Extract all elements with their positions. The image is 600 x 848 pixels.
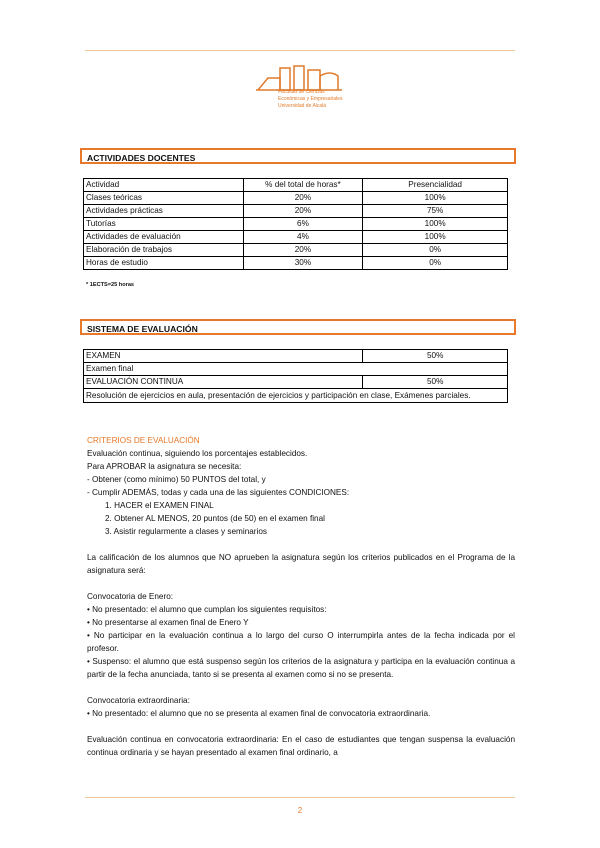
continua-pct: 50% [363, 376, 508, 389]
cell: 20% [243, 205, 363, 218]
extra-item: • No presentado: el alumno que no se presenta al examen final de convocatoria extraordinaria. [87, 709, 431, 718]
cell: Horas de estudio [84, 257, 244, 270]
cell: 4% [243, 231, 363, 244]
criterio-line: Para APROBAR la asignatura se necesita: [87, 462, 242, 471]
condition-item: 3. Asistir regularmente a clases y seminarios [105, 527, 267, 536]
footer-rule [85, 797, 515, 798]
actividades-header: ACTIVIDADES DOCENTES [80, 148, 516, 164]
examen-pct: 50% [363, 350, 508, 363]
table-row [84, 363, 508, 376]
table-row [84, 389, 508, 403]
col-horas: % del total de horas* [243, 179, 363, 192]
continua-label: EVALUACIÓN CONTINUA [84, 376, 363, 389]
cell: Elaboración de trabajos [84, 244, 244, 257]
cell: Tutorías [84, 218, 244, 231]
calificacion-text: La calificación de los alumnos que NO aprueben la asignatura según los criterios publicados en el Programa de la asignatura será: [87, 553, 515, 575]
logo-text-3: Universidad de Alcalá [278, 103, 327, 109]
evaluacion-table [83, 349, 508, 403]
logo-text-2: Económicas y Empresariales [278, 96, 343, 102]
table-header-row [84, 179, 508, 192]
criterio-line: Evaluación continua, siguiendo los porcentajes establecidos. [87, 449, 308, 458]
table-row [84, 231, 508, 244]
cell: 6% [243, 218, 363, 231]
table-row [84, 244, 508, 257]
examen-final: Examen final [84, 363, 508, 376]
criterios-title: CRITERIOS DE EVALUACIÓN [87, 436, 200, 445]
cell: 100% [363, 231, 508, 244]
logo-text-1: Facultad de Ciencias [278, 89, 325, 95]
cell: 20% [243, 192, 363, 205]
extra-continua-text: Evaluación continua en convocatoria extraordinaria: En el caso de estudiantes que tengan suspensa la evaluación continua ordinaria y se hayan presentado al examen final ordinario, a [87, 735, 515, 757]
evaluacion-header: SISTEMA DE EVALUACIÓN [80, 319, 516, 335]
examen-label: EXAMEN [84, 350, 363, 363]
cell: Actividades prácticas [84, 205, 244, 218]
cell: 75% [363, 205, 508, 218]
table-row [84, 192, 508, 205]
enero-item: • No presentado: el alumno que cumplan los siguientes requisitos: [87, 605, 327, 614]
table-row [84, 376, 508, 389]
page-number: 2 [297, 806, 303, 815]
cell: 100% [363, 192, 508, 205]
cell: 0% [363, 244, 508, 257]
enero-title: Convocatoria de Enero: [87, 592, 174, 601]
enero-item: • No participar en la evaluación continua a lo largo del curso O interrumpirla antes de la fecha indicada por el profesor. [87, 631, 515, 653]
cell: 20% [243, 244, 363, 257]
cell: 0% [363, 257, 508, 270]
criterio-line: - Obtener (como mínimo) 50 PUNTOS del total, y [87, 475, 266, 484]
enero-item: • Suspenso: el alumno que está suspenso según los criterios de la asignatura y participa en la evaluación continua a partir de la fecha anunciada, tanto si se presenta al examen como si no se presenta. [87, 657, 515, 679]
extra-title: Convocatoria extraordinaria: [87, 696, 190, 705]
cell: 30% [243, 257, 363, 270]
actividades-table [83, 178, 508, 270]
table-row [84, 205, 508, 218]
condition-item: 2. Obtener AL MENOS, 20 puntos (de 50) en el examen final [105, 514, 325, 523]
continua-desc: Resolución de ejercicios en aula, presentación de ejercicios y participación en clase, Exámenes parciales. [84, 389, 508, 403]
header-rule [85, 50, 515, 51]
cell: Actividades de evaluación [84, 231, 244, 244]
ects-footnote: * 1ECTS=25 horas [86, 282, 135, 288]
criterios-section [87, 434, 515, 759]
col-actividad: Actividad [84, 179, 244, 192]
table-row [84, 257, 508, 270]
col-presencialidad: Presencialidad [363, 179, 508, 192]
cell: 100% [363, 218, 508, 231]
cell: Clases teóricas [84, 192, 244, 205]
criterio-line: - Cumplir ADEMÁS, todas y cada una de las siguientes CONDICIONES: [87, 488, 350, 497]
enero-item: • No presentarse al examen final de Enero Y [87, 618, 249, 627]
table-row [84, 350, 508, 363]
table-row [84, 218, 508, 231]
condition-item: 1. HACER el EXAMEN FINAL [105, 501, 214, 510]
